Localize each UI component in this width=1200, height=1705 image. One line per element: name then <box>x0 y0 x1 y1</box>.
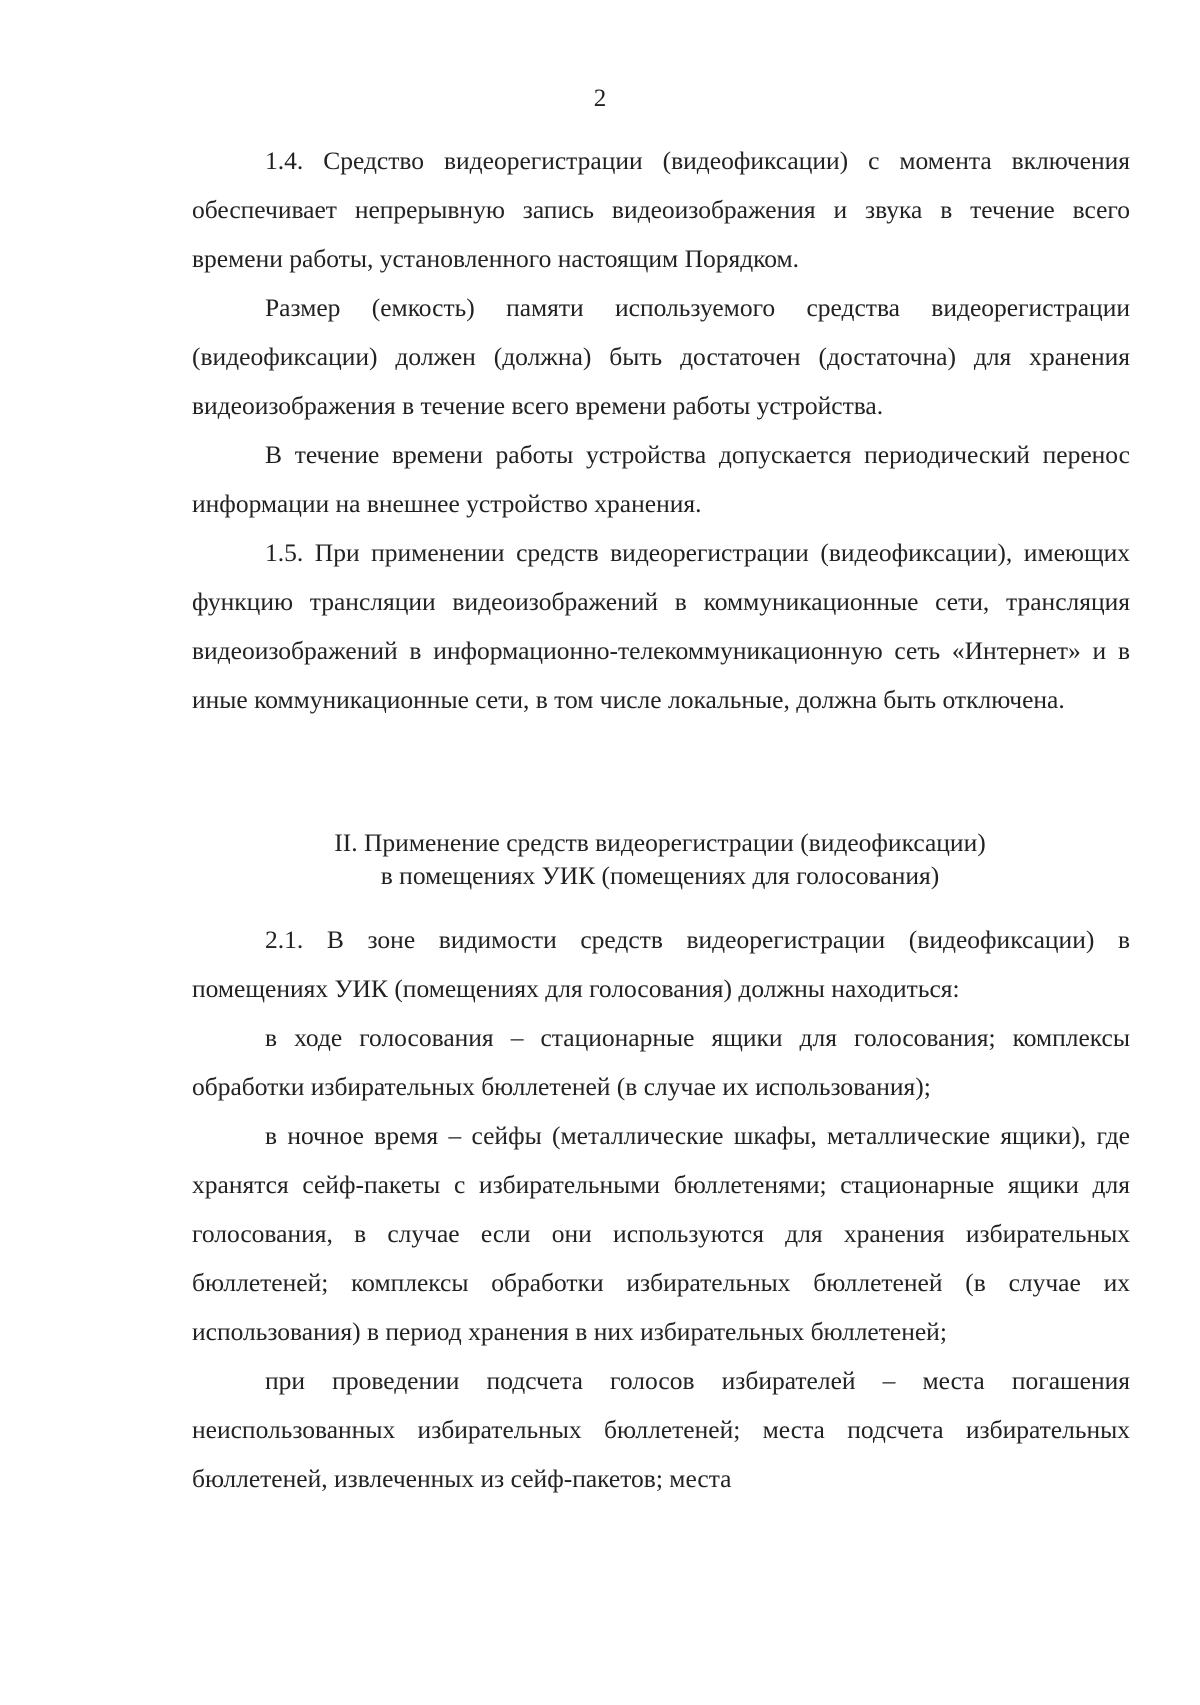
section-2-heading <box>150 826 1170 892</box>
page-number: 2 <box>593 85 607 112</box>
section-2-heading-line-2: в помещениях УИК (помещениях для голосования) <box>380 861 940 890</box>
paragraph-data-transfer: В течение времени работы устройства допускается периодический перенос информации на внешнее устройство хранения. <box>192 440 1130 518</box>
paragraph-voting-time: в ходе голосования – стационарные ящики для голосования; комплексы обработки избирательных бюллетеней (в случае их использования); <box>192 1023 1130 1101</box>
paragraph-2-1: 2.1. В зоне видимости средств видеорегистрации (видеофиксации) в помещениях УИК (помещениях для голосования) должны находиться: <box>192 925 1130 1003</box>
section-2-body <box>192 915 1130 1503</box>
paragraph-1-5: 1.5. При применении средств видеорегистрации (видеофиксации), имеющих функцию трансляции видеоизображений в коммуникационные сети, трансляция видеоизображений в информационно-телекоммуникационную сеть «Интернет» и в иные коммуникационные сети, в том числе локальные, должна быть отключена. <box>192 538 1130 714</box>
paragraph-night-time: в ночное время – сейфы (металлические шкафы, металлические ящики), где хранятся сейф-пакеты с избирательными бюллетенями; стационарные ящики для голосования, в случае если они используются для хранения избирательных бюллетеней; комплексы обработки избирательных бюллетеней (в случае их использования) в период хранения в них избирательных бюллетеней; <box>192 1121 1130 1346</box>
section-1-body <box>192 136 1130 724</box>
paragraph-memory-size: Размер (емкость) памяти используемого средства видеорегистрации (видеофиксации) должен (должна) быть достаточен (достаточна) для хранения видеоизображения в течение всего времени работы устройства. <box>192 293 1130 420</box>
section-2-heading-line-1: II. Применение средств видеорегистрации (видеофиксации) <box>334 828 986 857</box>
paragraph-vote-count: при проведении подсчета голосов избирателей – места погашения неиспользованных избирательных бюллетеней; места подсчета избирательных бюллетеней, извлеченных из сейф-пакетов; места <box>192 1366 1130 1493</box>
paragraph-1-4: 1.4. Средство видеорегистрации (видеофиксации) с момента включения обеспечивает непрерывную запись видеоизображения и звука в течение всего времени работы, установленного настоящим Порядком. <box>192 146 1130 273</box>
